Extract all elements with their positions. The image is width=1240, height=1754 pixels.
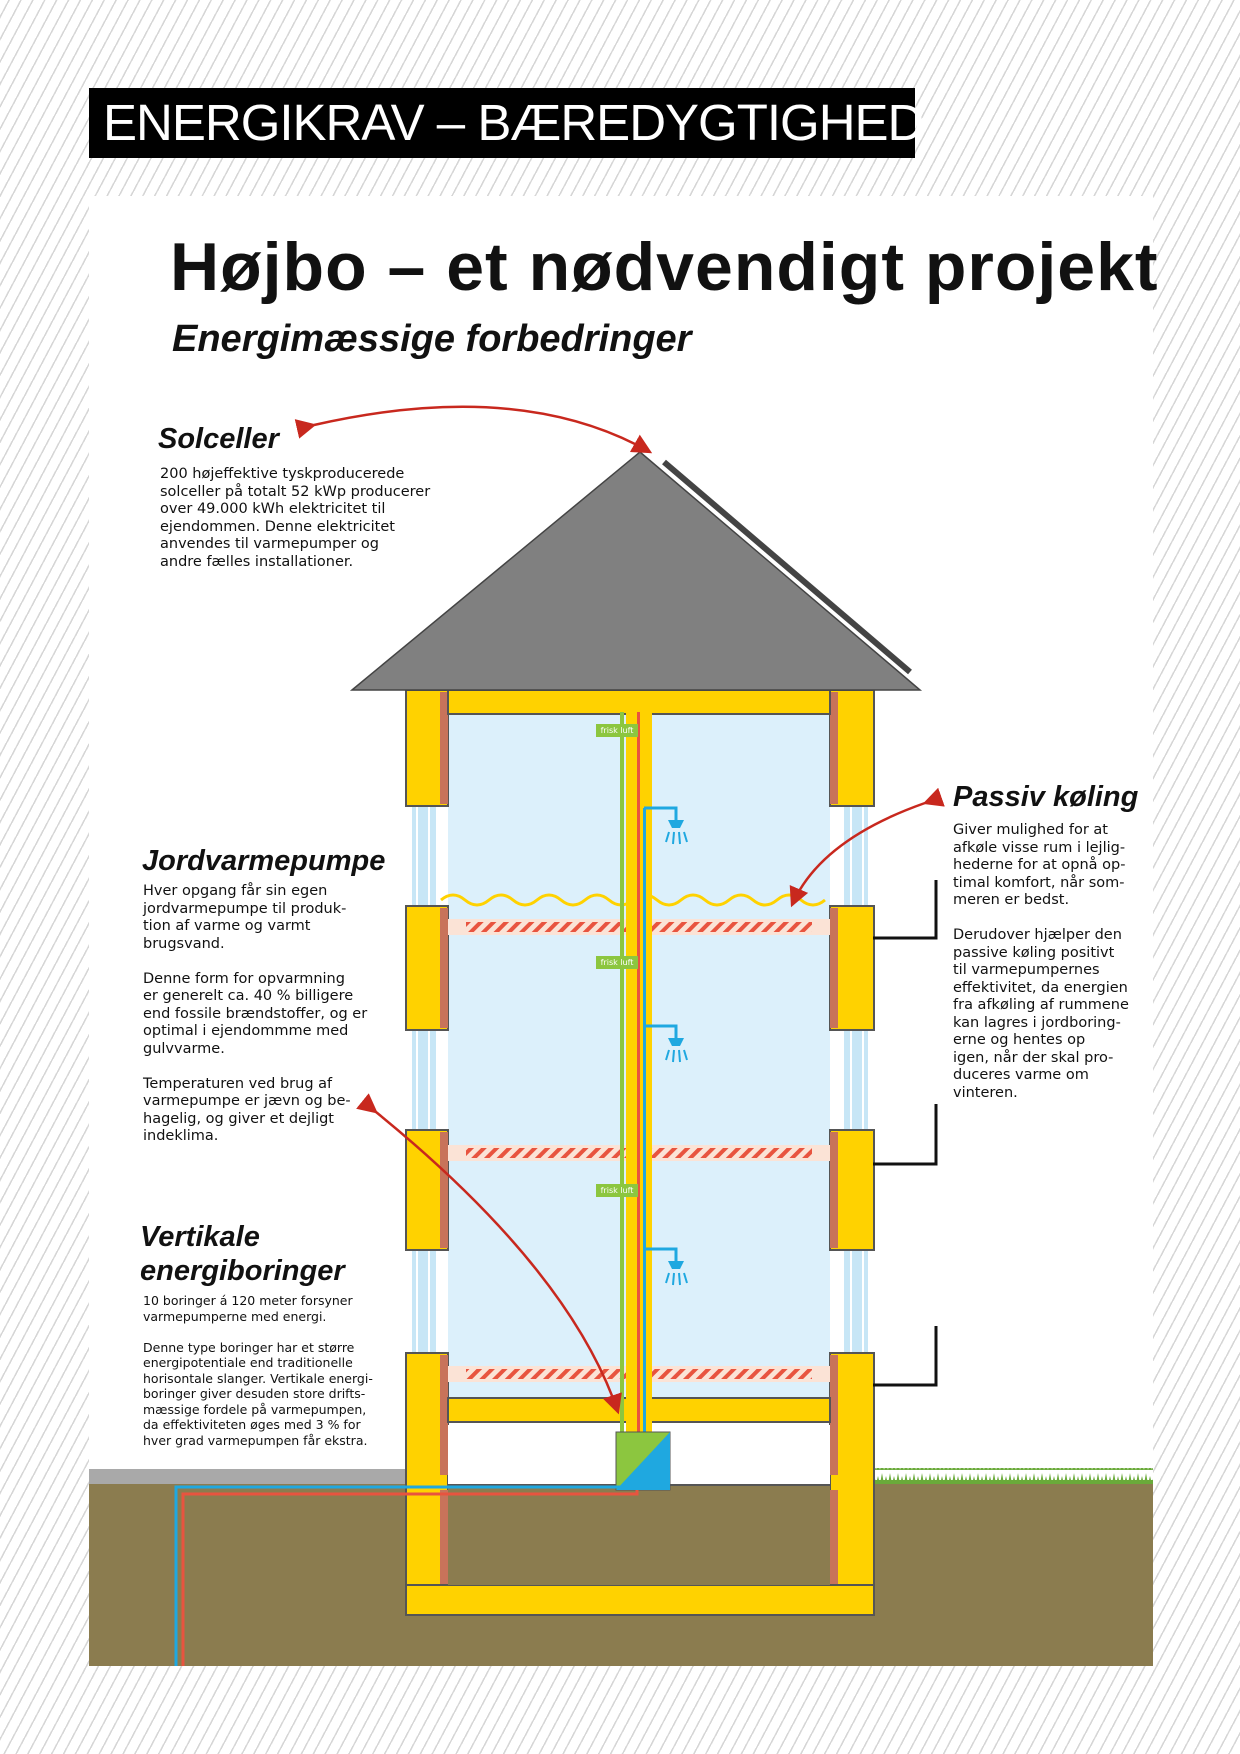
riser-blue [643, 808, 646, 1488]
page-subtitle: Energimæssige forbedringer [172, 318, 692, 360]
vertikale-body: 10 boringer á 120 meter forsyner varmepumperne med energi. Denne type boringer har et større energipotentiale end traditionelle horisontale slanger. Vertikale energi- boringer giver desuden store drifts- mæssige fordele på varmepumpen, da effektiviteten øges med 3 % for hver grad varmepumpen får ekstra. [143, 1293, 373, 1448]
header-title: ENERGIKRAV – BÆREDYGTIGHED [103, 94, 924, 151]
arrow-solceller [314, 407, 650, 452]
top-ceiling [448, 690, 830, 714]
basement-floor [406, 1585, 874, 1615]
solceller-body: 200 højeffektive tyskproducerede solceller på totalt 52 kWp producerer over 49.000 kWh elektricitet til ejendommen. Denne elektricitet anvendes til varmepumper og andre fælles installationer. [160, 466, 431, 570]
solceller-heading: Solceller [158, 423, 279, 455]
page-title: Højbo – et nødvendigt projekt [170, 229, 1159, 305]
meter-label-3: frisk luft [596, 1184, 638, 1197]
jordvarmepumpe-heading: Jordvarmepumpe [142, 845, 386, 877]
vertikale-heading-line2: energiboringer [140, 1255, 345, 1287]
meter-label-2: frisk luft [596, 956, 638, 969]
jordvarmepumpe-body: Hver opgang får sin egen jordvarmepumpe til produk- tion af varme og varmt brugsvand. Denne form for opvarmning er generelt ca. 40 % billigere end fossile brændstoffer, og er optimal i ejendommme med gulvvarme. Temperaturen ved brug af varmepumpe er jævn og be- hagelig, og giver et dejligt indeklima. [143, 883, 368, 1144]
pavement [89, 1469, 407, 1484]
foundation-lines [873, 880, 936, 1385]
riser-red [637, 712, 640, 1488]
passiv-heading: Passiv køling [953, 781, 1139, 813]
meter-label-1: frisk luft [596, 724, 638, 737]
vertikale-heading-line1: Vertikale [140, 1221, 260, 1253]
passiv-body: Giver mulighed for at afkøle visse rum i lejlig- hederne for at opnå op- timal komfort, når som- meren er bedst. Derudover hjælper den passive køling positivt til varmepumpernes effektivitet, da energien fra afkøling af rummene kan lagres i jordboring- erne og hentes op igen, når der skal pro- duceres varme om vinteren. [953, 822, 1129, 1101]
roof [352, 452, 920, 690]
